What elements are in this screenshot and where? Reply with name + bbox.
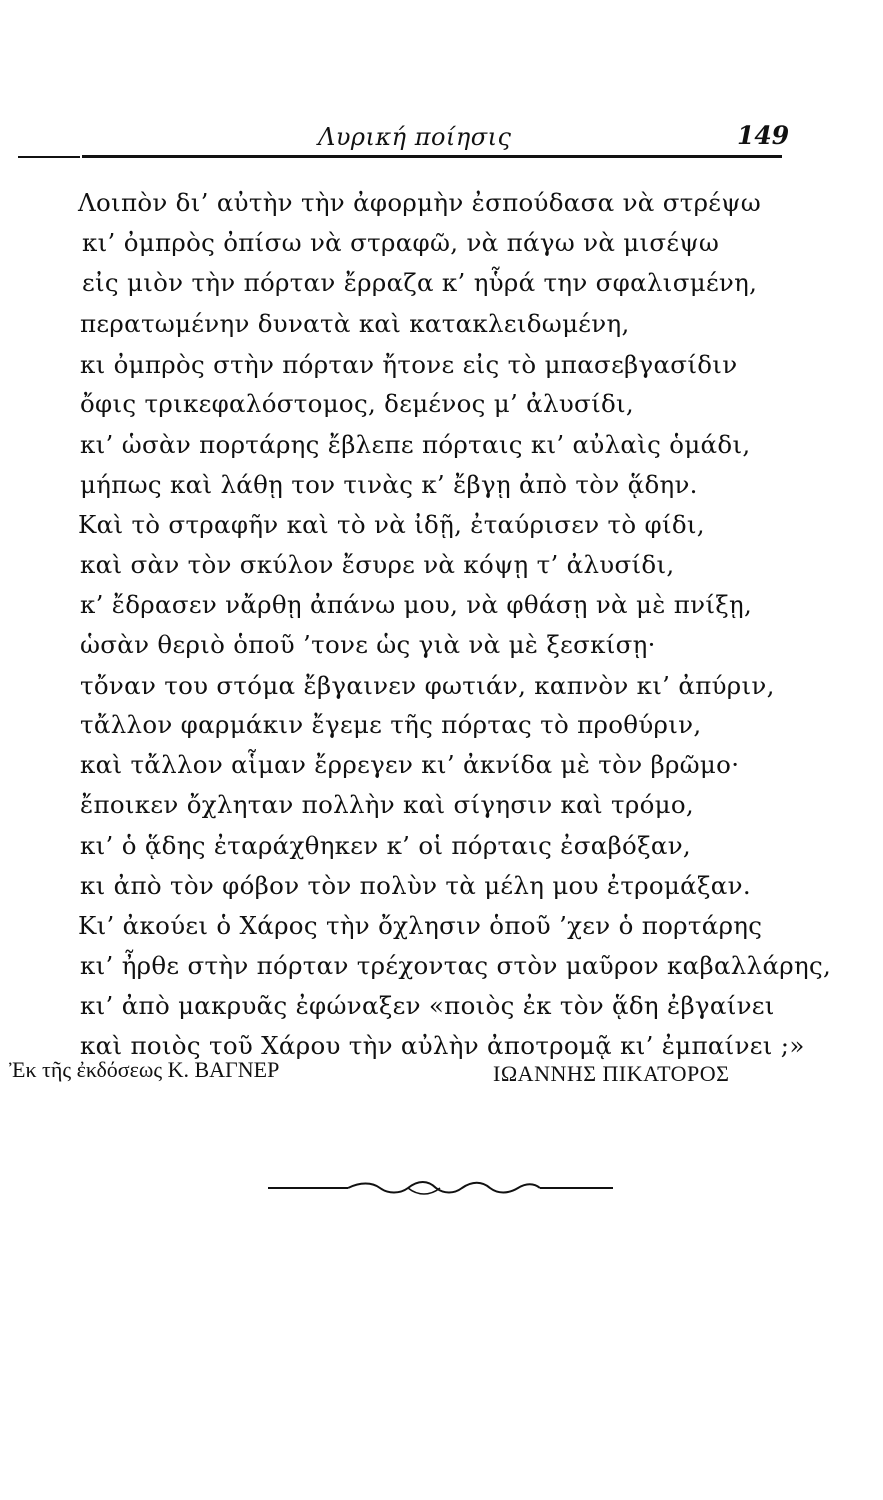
verse-line: κι’ ἦρθε στὴν πόρταν τρέχοντας στὸν μαῦρον καβαλλάρης, <box>80 951 832 980</box>
verse-line: Κι’ ἀκούει ὁ Χάρος τὴν ὄχλησιν ὁποῦ ’χεν ὁ πορτάρης <box>78 911 763 940</box>
header-rule <box>82 155 782 158</box>
verse-line: Λοιπὸν δι’ αὐτὴν τὴν ἀφορμὴν ἐσπούδασα νὰ στρέψω <box>78 188 762 217</box>
verse-line: Καὶ τὸ στραφῆν καὶ τὸ νὰ ἰδῇ, ἐταύρισεν τὸ φίδι, <box>78 510 705 539</box>
verse-line: κ’ ἔδρασεν νἄρθῃ ἀπάνω μου, νὰ φθάσῃ νὰ μὲ πνίξῃ, <box>80 590 753 619</box>
verse-line: κι’ ὁ ᾅδης ἐταράχθηκεν κ’ οἱ πόρταις ἐσαβόξαν, <box>80 831 692 860</box>
verse-line: εἰς μιὸν τὴν πόρταν ἔρραζα κ’ ηὗρά την σφαλισμένη, <box>82 268 758 297</box>
verse-line: ὄφις τρικεφαλόστομος, δεμένος μ’ ἀλυσίδι, <box>80 389 635 418</box>
author-name: ΙΩΑΝΝΗΣ ΠΙΚΑΤΟΡΟΣ <box>493 1061 730 1086</box>
verse-line: περατωμένην δυνατὰ καὶ κατακλειδωμένη, <box>80 309 630 338</box>
verse-line: καὶ σὰν τὸν σκύλον ἔσυρε νὰ κόψῃ τ’ ἀλυσίδι, <box>80 550 675 579</box>
verse-line: κι’ ἀπὸ μακρυᾶς ἐφώναξεν «ποιὸς ἐκ τὸν ᾅδη ἐβγαίνει <box>80 991 775 1020</box>
verse-line: κι’ ὀμπρὸς ὀπίσω νὰ στραφῶ, νὰ πάγω νὰ μισέψω <box>82 228 720 257</box>
verse-line: ὡσὰν θεριὸ ὁποῦ ’τονε ὡς γιὰ νὰ μὲ ξεσκίσῃ· <box>80 630 656 659</box>
verse-line: τὄναν του στόμα ἔβγαινεν φωτιάν, καπνὸν κι’ ἀπύριν, <box>80 671 775 700</box>
verse-line: τἄλλον φαρμάκιν ἔγεμε τῆς πόρτας τὸ προθύριν, <box>80 710 702 739</box>
colophon <box>0 1053 883 1093</box>
running-head <box>0 115 883 155</box>
ornament-divider-icon <box>268 1176 613 1200</box>
page-number: 149 <box>737 121 790 150</box>
verse-line: καὶ ποιὸς τοῦ Χάρου τὴν αὐλὴν ἀποτρομᾷ κι’ ἐμπαίνει ;» <box>80 1031 805 1060</box>
verse-line: μήπως καὶ λάθῃ τον τινὰς κ’ ἔβγῃ ἀπὸ τὸν ᾅδην. <box>80 470 698 499</box>
header-rule-short <box>18 156 80 158</box>
verse-line: καὶ τἄλλον αἷμαν ἔρρεγεν κι’ ἀκνίδα μὲ τὸν βρῶμο· <box>80 750 740 779</box>
running-title: Λυρική ποίησις <box>318 123 512 151</box>
verse-line: κι’ ὡσὰν πορτάρης ἔβλεπε πόρταις κι’ αὐλαὶς ὁμάδι, <box>80 430 751 459</box>
publisher-credit: Ἐκ τῆς ἐκδόσεως Κ. ΒΑΓΝΕΡ <box>9 1057 280 1082</box>
verse-line: ἔποικεν ὄχληταν πολλὴν καὶ σίγησιν καὶ τρόμο, <box>80 790 694 819</box>
verse-line: κι ὀμπρὸς στὴν πόρταν ἤτονε εἰς τὸ μπασεβγασίδιν <box>80 350 738 379</box>
verse-line: κι ἀπὸ τὸν φόβον τὸν πολὺν τὰ μέλη μου ἐτρομάξαν. <box>80 871 751 900</box>
